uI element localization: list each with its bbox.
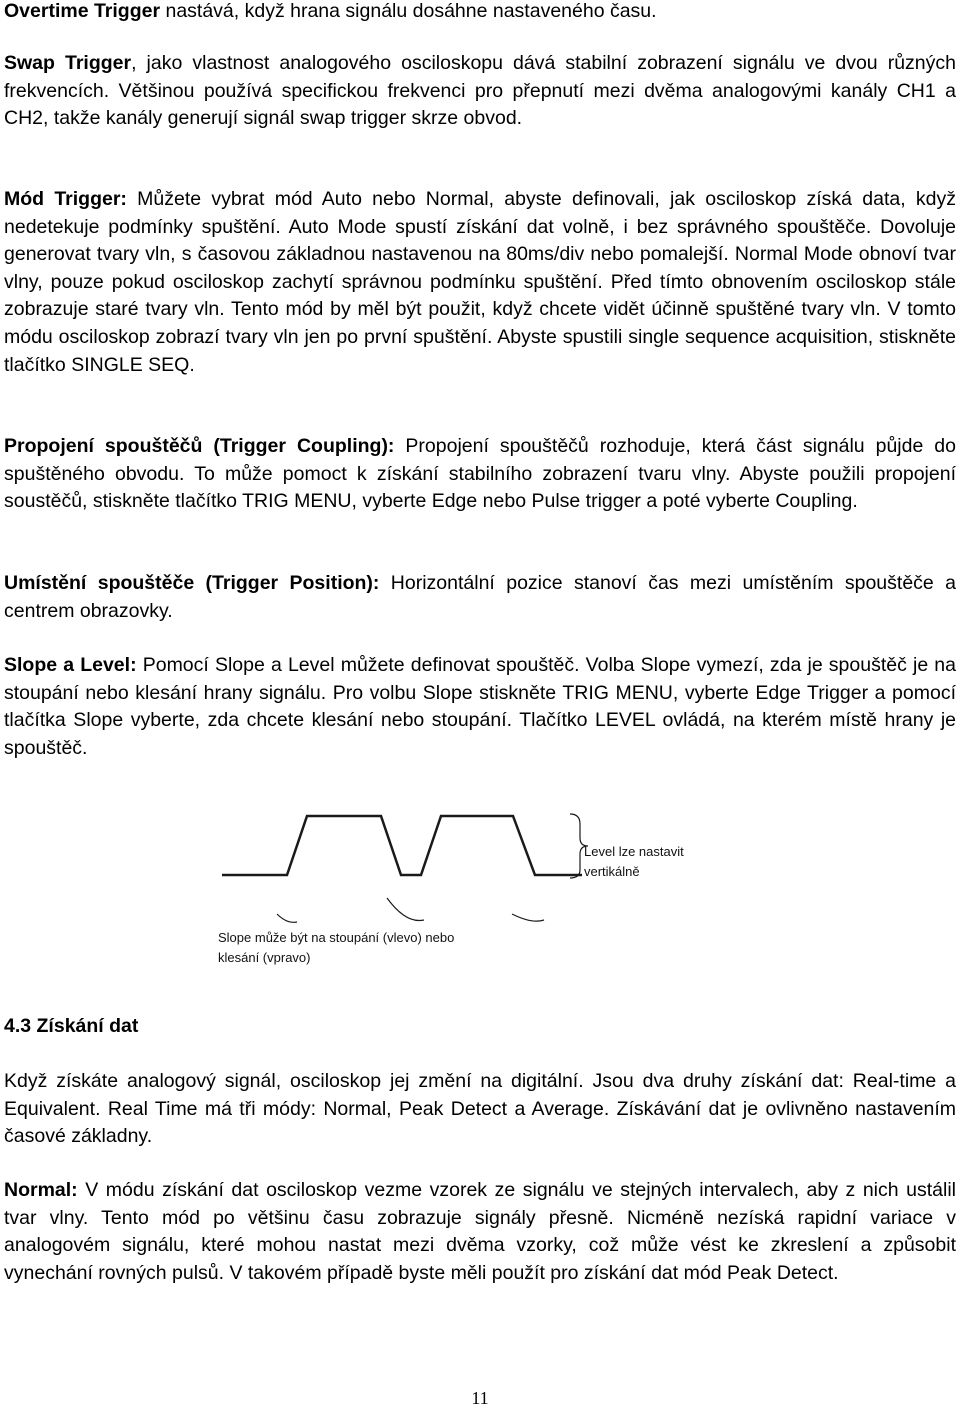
- term-trigger-position: Umístění spouštěče (Trigger Position):: [4, 572, 380, 594]
- term-slope-level: Slope a Level:: [4, 654, 137, 676]
- paragraph-text: Když získáte analogový signál, osciloskop jej změní na digitální. Jsou dva druhy získání dat: Real-time a Equivalent. Real Time má tři módy: Normal, Peak Detect a Average. Získávání dat je ovlivněno nastavením časové základny.: [4, 1070, 956, 1148]
- paragraph-text: nastává, když hrana signálu dosáhne nastaveného času.: [160, 0, 657, 22]
- slope-label-line1: Slope může být na stoupání (vlevo) nebo: [218, 930, 455, 945]
- paragraph-trigger-mode: [4, 186, 956, 379]
- paragraph-swap-trigger: [4, 50, 956, 133]
- paragraph-overtime-trigger: [4, 0, 956, 26]
- term-swap-trigger: Swap Trigger: [4, 52, 132, 74]
- paragraph-text: Můžete vybrat mód Auto nebo Normal, abyste definovali, jak osciloskop získá data, když nedetekuje podmínky spuštění. Auto Mode spustí získání dat volně, i bez správného spouštěče. Dovoluje generovat tvary vln, s časovou základnou nastavenou na 80ms/div nebo pomalejší. Normal Mode obnoví tvar vlny, pouze pokud osciloskop zachytí správnou podmínku spuštění. Před tímto obnovením osciloskop stále zobrazuje staré tvary vln. Tento mód by měl být použit, když chcete vidět účinně spuštěné tvary vln. V tomto módu osciloskop zobrazí tvary vln jen po první spuštění. Abyste spustili single sequence acquisition, stiskněte tlačítko SINGLE SEQ.: [4, 188, 956, 376]
- paragraph-acquisition: [4, 1068, 956, 1151]
- slope-label-line2: klesání (vpravo): [218, 950, 311, 965]
- paragraph-text: Horizontální pozice stanoví čas mezi umístěním spouštěče a centrem obrazovky.: [4, 572, 956, 622]
- paragraph-trigger-coupling: [4, 433, 956, 516]
- term-normal: Normal:: [4, 1179, 78, 1201]
- paragraph-slope-level: [4, 652, 956, 762]
- paragraph-trigger-position: [4, 570, 956, 625]
- paragraph-text: , jako vlastnost analogového osciloskopu dává stabilní zobrazení signálu ve dvou různých frekvencích. Většinou používá specifickou frekvenci pro přepnutí mezi dvěma analogovými kanály CH1 a CH2, takže kanály generují signál swap trigger skrze obvod.: [4, 52, 956, 130]
- page-number: 11: [471, 1388, 489, 1408]
- level-label-line2: vertikálně: [584, 864, 640, 879]
- level-label-line1: Level lze nastavit: [584, 844, 684, 859]
- paragraph-text: Propojení spouštěčů rozhoduje, která část signálu půjde do spuštěného obvodu. To může pomoct k získání stabilního zobrazení tvaru vlny. Abyste použili propojení soustěčů, stiskněte tlačítko TRIG MENU, vyberte Edge nebo Pulse trigger a poté vyberte Coupling.: [4, 435, 956, 513]
- term-overtime-trigger: Overtime Trigger: [4, 0, 161, 22]
- paragraph-normal-mode: [4, 1177, 956, 1287]
- section-heading: 4.3 Získání dat: [4, 1015, 139, 1037]
- slope-bracket-left: [277, 914, 297, 922]
- slope-bracket-center: [387, 898, 424, 921]
- paragraph-text: V módu získání dat osciloskop vezme vzorek ze signálu ve stejných intervalech, aby z nich ustálil tvar vlny. Tento mód po většinu času zobrazuje signály přesně. Nicméně nezíská rapidní variace v analogovém signálu, které mohou nastat mezi dvěma vzorky, což může vést ke zkreslení a způsobit vynechání rovných pulsů. V takovém případě byste měli použít pro získání dat mód Peak Detect.: [4, 1179, 956, 1284]
- term-trigger-mode: Mód Trigger:: [4, 188, 127, 210]
- slope-level-figure: [4, 810, 956, 980]
- slope-bracket-right: [512, 914, 544, 921]
- waveform-line: [222, 816, 582, 875]
- term-trigger-coupling: Propojení spouštěčů (Trigger Coupling):: [4, 435, 395, 457]
- paragraph-text: Pomocí Slope a Level můžete definovat spouštěč. Volba Slope vymezí, zda je spouštěč je na stoupání nebo klesání hrany signálu. Pro volbu Slope stiskněte TRIG MENU, vyberte Edge Trigger a pomocí tlačítka Slope vyberte, zda chcete klesání nebo stoupání. Tlačítko LEVEL ovládá, na kterém místě hrany je spouštěč.: [4, 654, 956, 759]
